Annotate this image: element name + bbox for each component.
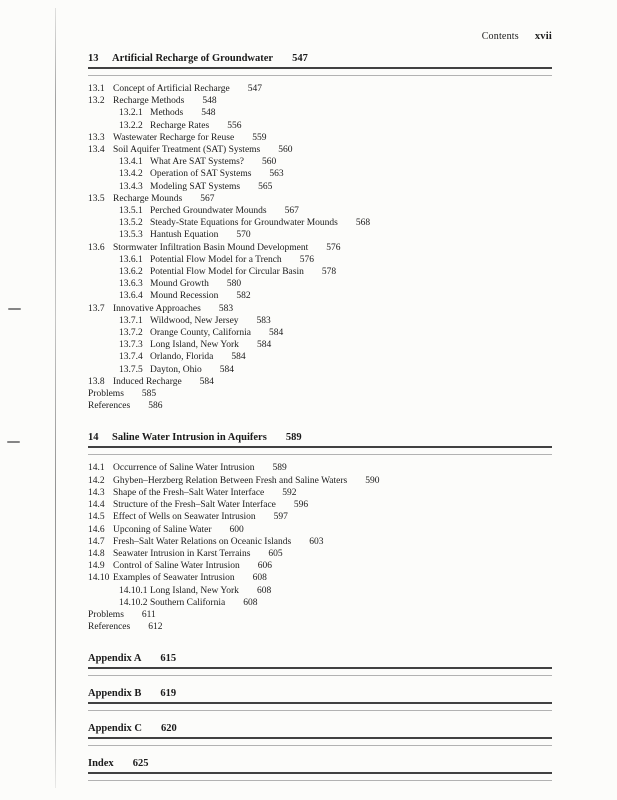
entry-title: Orange County, California	[150, 328, 251, 339]
double-rule	[88, 667, 552, 676]
toc-entry	[88, 266, 552, 278]
entry-title: Examples of Seawater Intrusion	[113, 573, 235, 584]
entry-number: 13.7.3	[119, 340, 143, 351]
entry-number: 13.7.1	[119, 315, 143, 326]
toc-entry	[88, 511, 552, 523]
entry-title: Problems	[88, 609, 124, 620]
entry-title: Operation of SAT Systems	[150, 169, 252, 180]
entry-page-number: 548	[201, 108, 216, 119]
toc-entry	[88, 351, 552, 363]
section-page-number: 620	[160, 723, 177, 735]
toc-entry	[88, 193, 552, 205]
entry-page-number: 576	[299, 254, 314, 265]
entry-page-number: 608	[252, 573, 267, 584]
toc-entry	[88, 560, 552, 572]
section-page-number: 625	[132, 758, 149, 770]
entry-title: Orlando, Florida	[150, 352, 214, 363]
entry-title: Soil Aquifer Treatment (SAT) Systems	[113, 145, 261, 156]
toc-entry	[88, 205, 552, 217]
entry-page-number: 568	[355, 218, 371, 229]
entry-number: 13.2	[88, 96, 105, 107]
entry-number: 13.1	[88, 84, 105, 94]
entry-title: Occurrence of Saline Water Intrusion	[113, 463, 255, 474]
section-title: Appendix B	[88, 688, 142, 700]
toc-entry	[88, 597, 552, 609]
entry-title: Shape of the Fresh–Salt Water Interface	[113, 487, 265, 498]
toc-entry	[88, 290, 552, 302]
entry-page-number: 560	[262, 157, 277, 168]
entry-number: 13.7.2	[119, 328, 143, 339]
entry-page-number: 548	[202, 96, 217, 107]
entry-title: Methods	[150, 108, 184, 119]
entry-page-number: 563	[269, 169, 284, 180]
entry-number: 13.7.5	[119, 364, 143, 375]
toc-entry	[88, 609, 552, 621]
entry-number: 13.7.4	[119, 352, 143, 363]
toc-entry	[88, 229, 552, 241]
entry-title: Effect of Wells on Seawater Intrusion	[113, 512, 256, 523]
double-rule	[88, 702, 552, 711]
entry-number: 13.6.3	[119, 279, 143, 290]
entry-page-number: 584	[231, 352, 246, 363]
entry-number: 14.10.2	[119, 597, 148, 608]
entry-page-number: 567	[200, 193, 215, 204]
section-title: Saline Water Intrusion in Aquifers	[112, 432, 267, 444]
entry-page-number: 589	[272, 463, 287, 474]
section-number: 13	[88, 53, 99, 64]
entry-number: 13.5.3	[119, 230, 143, 241]
backmatter-section	[88, 652, 552, 676]
toc-entry	[88, 83, 552, 95]
entry-number: 13.4.2	[119, 169, 143, 180]
entry-number: 14.5	[88, 512, 105, 523]
entry-number: 13.4.1	[119, 157, 143, 168]
entry-title: Mound Growth	[150, 279, 209, 290]
entry-title: Long Island, New York	[150, 340, 239, 351]
entry-page-number: 590	[365, 475, 380, 486]
entry-page-number: 570	[236, 230, 251, 241]
toc-entry	[88, 242, 552, 254]
entry-page-number: 547	[247, 84, 262, 94]
running-header-label: Contents	[481, 31, 519, 42]
entry-title: Southern California	[150, 597, 226, 608]
entry-list	[88, 83, 552, 412]
entry-number: 14.2	[88, 475, 105, 486]
entry-number: 14.10.1	[119, 585, 148, 596]
running-header-folio: xvii	[534, 31, 552, 42]
entry-title: Recharge Methods	[113, 96, 185, 107]
entry-page-number: 586	[148, 401, 163, 412]
registration-mark	[8, 308, 21, 310]
entry-number: 14.8	[88, 548, 105, 559]
entry-title: Problems	[88, 389, 124, 400]
entry-title: Fresh–Salt Water Relations on Oceanic Islands	[113, 536, 292, 547]
toc-entry	[88, 536, 552, 548]
entry-title: Stormwater Infiltration Basin Mound Development	[113, 242, 309, 253]
section-page-number: 619	[160, 688, 177, 700]
entry-page-number: 567	[284, 206, 299, 217]
entry-page-number: 556	[227, 120, 242, 131]
toc-entry	[88, 107, 552, 119]
entry-page-number: 583	[256, 315, 271, 326]
toc-entry	[88, 278, 552, 290]
entry-number: 13.2.2	[119, 120, 143, 131]
entry-number: 13.5.2	[119, 218, 143, 229]
toc-entry	[88, 475, 552, 487]
entry-title: Concept of Artificial Recharge	[113, 84, 230, 94]
entry-title: What Are SAT Systems?	[150, 157, 245, 168]
entry-number: 14.4	[88, 500, 105, 511]
entry-page-number: 582	[236, 291, 251, 302]
entry-page-number: 559	[252, 132, 267, 143]
entry-number: 14.3	[88, 487, 105, 498]
entry-page-number: 608	[243, 597, 258, 608]
double-rule	[88, 737, 552, 746]
toc-entry	[88, 303, 552, 315]
section-page-number: 547	[292, 53, 308, 64]
entry-number: 13.4	[88, 145, 105, 156]
entry-title: Modeling SAT Systems	[150, 181, 241, 192]
entry-page-number: 596	[293, 500, 309, 511]
section-heading	[88, 757, 552, 771]
entry-title: Control of Saline Water Intrusion	[113, 561, 240, 572]
section-title: Artificial Recharge of Groundwater	[112, 53, 274, 64]
entry-page-number: 606	[257, 561, 273, 572]
toc-entry	[88, 120, 552, 132]
entry-title: Ghyben–Herzberg Relation Between Fresh and Saline Waters	[113, 475, 348, 486]
toc-entry	[88, 364, 552, 376]
entry-title: References	[88, 622, 131, 633]
entry-title: Mound Recession	[150, 291, 219, 302]
entry-title: Steady-State Equations for Groundwater Mounds	[150, 218, 338, 229]
entry-number: 13.6.2	[119, 267, 143, 278]
entry-number: 13.7	[88, 303, 105, 314]
toc-entry	[88, 132, 552, 144]
entry-number: 14.6	[88, 524, 105, 535]
entry-title: Potential Flow Model for Circular Basin	[150, 267, 304, 278]
entry-title: Upconing of Saline Water	[113, 524, 212, 535]
entry-number: 13.6.4	[119, 291, 143, 302]
entry-page-number: 565	[258, 181, 273, 192]
entry-number: 13.5.1	[119, 206, 143, 217]
double-rule	[88, 772, 552, 781]
registration-mark	[7, 441, 20, 443]
entry-title: Wildwood, New Jersey	[150, 315, 239, 326]
toc-entry	[88, 548, 552, 560]
toc-entry	[88, 339, 552, 351]
entry-title: Long Island, New York	[150, 585, 239, 596]
section-title: Index	[88, 758, 114, 770]
chapter-section	[88, 52, 552, 412]
backmatter-section	[88, 722, 552, 746]
entry-page-number: 605	[268, 548, 283, 559]
entry-title: Innovative Approaches	[113, 303, 201, 314]
table-of-contents	[88, 52, 552, 781]
entry-number: 13.6.1	[119, 254, 143, 265]
entry-page-number: 584	[268, 328, 284, 339]
entry-list	[88, 462, 552, 633]
section-title: Appendix C	[88, 723, 142, 735]
entry-page-number: 580	[226, 279, 242, 290]
section-heading	[88, 431, 552, 445]
entry-page-number: 612	[148, 622, 163, 633]
entry-title: Recharge Mounds	[113, 193, 183, 204]
toc-entry	[88, 621, 552, 633]
toc-entry	[88, 254, 552, 266]
entry-page-number: 576	[326, 242, 341, 253]
section-number: 14	[88, 432, 99, 444]
entry-title: Wastewater Recharge for Reuse	[113, 132, 235, 143]
toc-entry	[88, 217, 552, 229]
section-heading	[88, 652, 552, 666]
entry-number: 13.5	[88, 193, 105, 204]
running-header	[0, 31, 552, 42]
toc-entry	[88, 572, 552, 584]
toc-entry	[88, 315, 552, 327]
entry-page-number: 600	[229, 524, 244, 535]
backmatter-section	[88, 757, 552, 781]
toc-entry	[88, 388, 552, 400]
entry-title: Potential Flow Model for a Trench	[150, 254, 282, 265]
toc-entry	[88, 585, 552, 597]
toc-entry	[88, 524, 552, 536]
double-rule	[88, 67, 552, 76]
toc-entry	[88, 144, 552, 156]
entry-page-number: 584	[219, 364, 234, 375]
double-rule	[88, 446, 552, 455]
chapter-section	[88, 431, 552, 633]
entry-page-number: 603	[309, 536, 324, 547]
entry-title: Perched Groundwater Mounds	[150, 206, 267, 217]
entry-page-number: 584	[199, 376, 214, 387]
entry-title: Structure of the Fresh–Salt Water Interface	[113, 500, 276, 511]
entry-page-number: 592	[282, 487, 297, 498]
entry-number: 13.8	[88, 376, 105, 387]
entry-number: 13.2.1	[119, 108, 143, 119]
toc-entry	[88, 376, 552, 388]
entry-title: Induced Recharge	[113, 376, 182, 387]
entry-number: 13.6	[88, 242, 105, 253]
entry-number: 14.9	[88, 561, 105, 572]
section-page-number: 589	[285, 432, 302, 444]
entry-page-number: 611	[141, 609, 156, 620]
entry-number: 13.4.3	[119, 181, 143, 192]
toc-entry	[88, 95, 552, 107]
page-gutter-line	[55, 8, 56, 788]
entry-number: 13.3	[88, 132, 105, 143]
toc-entry	[88, 156, 552, 168]
entry-title: Recharge Rates	[150, 120, 210, 131]
entry-title: Hantush Equation	[150, 230, 219, 241]
entry-number: 14.7	[88, 536, 105, 547]
entry-number: 14.10	[88, 573, 110, 584]
toc-entry	[88, 499, 552, 511]
section-page-number: 615	[160, 653, 177, 665]
toc-entry	[88, 168, 552, 180]
entry-page-number: 560	[278, 145, 293, 156]
entry-title: References	[88, 401, 131, 412]
section-heading	[88, 52, 552, 66]
entry-number: 14.1	[88, 463, 105, 474]
entry-page-number: 585	[141, 389, 157, 400]
toc-entry	[88, 487, 552, 499]
toc-entry	[88, 181, 552, 193]
toc-entry	[88, 327, 552, 339]
entry-page-number: 583	[218, 303, 234, 314]
entry-page-number: 584	[256, 340, 272, 351]
toc-entry	[88, 462, 552, 474]
section-heading	[88, 687, 552, 701]
toc-entry	[88, 400, 552, 412]
entry-page-number: 597	[273, 512, 288, 523]
entry-title: Seawater Intrusion in Karst Terrains	[113, 548, 251, 559]
entry-page-number: 578	[321, 267, 337, 278]
backmatter-section	[88, 687, 552, 711]
section-title: Appendix A	[88, 653, 142, 665]
entry-title: Dayton, Ohio	[150, 364, 202, 375]
entry-page-number: 608	[256, 585, 272, 596]
section-heading	[88, 722, 552, 736]
